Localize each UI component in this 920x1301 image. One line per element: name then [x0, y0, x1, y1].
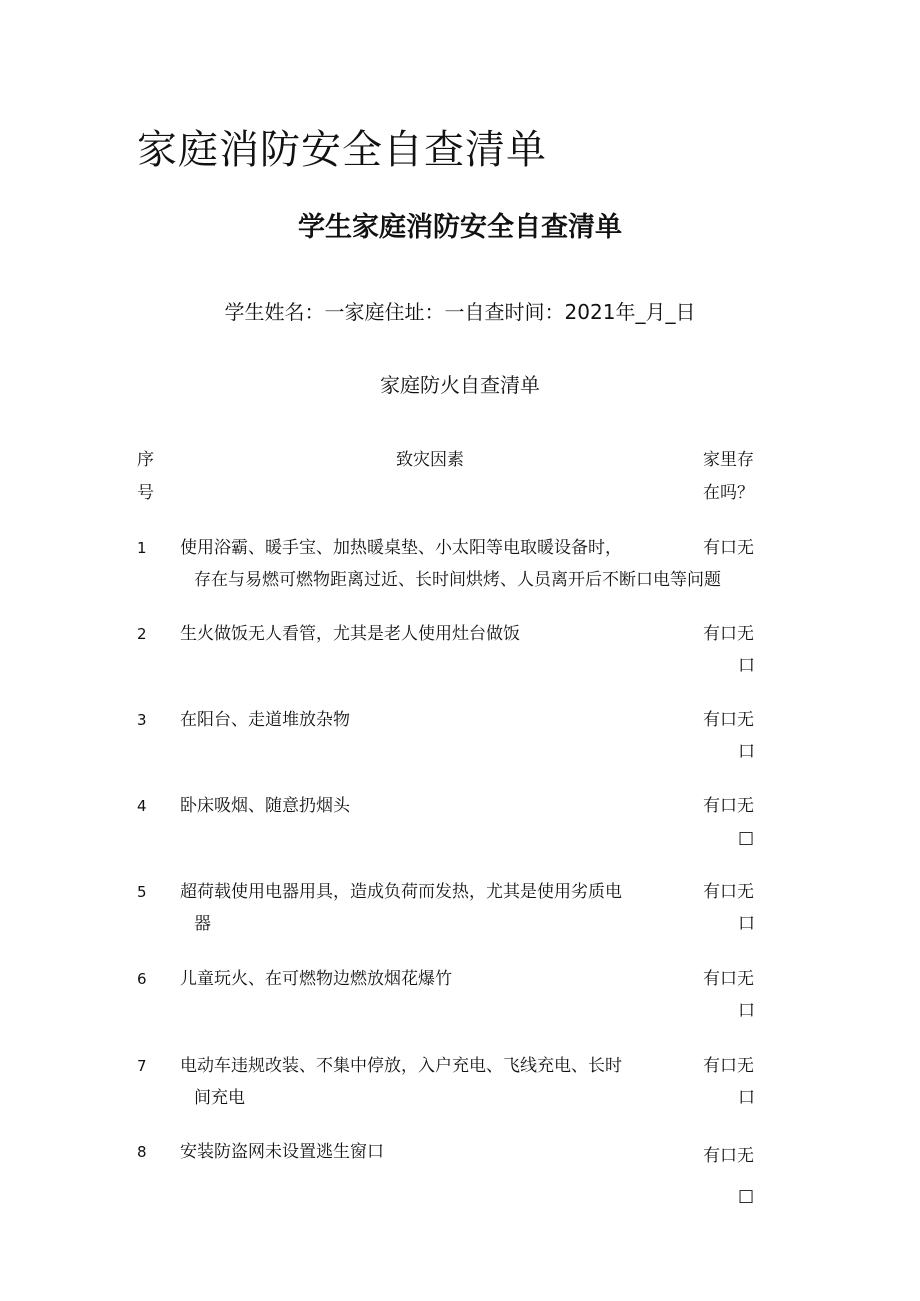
row-answer: [703, 1050, 765, 1114]
row-answer-checkbox[interactable]: □: [738, 1186, 755, 1206]
row-factor-text: [180, 790, 670, 822]
row-factor-line: 电动车违规改装、不集中停放，入户充电、飞线充电、长时: [180, 1056, 622, 1076]
row-factor-continuation: 间充电: [194, 1088, 245, 1108]
row-factor-line: 使用浴霸、暖手宝、加热暖桌垫、小太阳等电取暖设备时，: [180, 538, 622, 558]
row-number: 1: [137, 539, 147, 557]
row-number: 7: [137, 1057, 147, 1075]
row-factor-continuation: 器: [194, 914, 211, 934]
row-factor-text: [180, 1050, 670, 1114]
row-answer: [703, 532, 765, 564]
row-factor-line: 卧床吸烟、随意扔烟头: [180, 796, 350, 816]
row-number: 4: [137, 797, 147, 815]
row-number: 8: [137, 1143, 147, 1161]
column-header-answer-line2: 在吗？: [703, 483, 754, 503]
row-factor-line: 安装防盗网未设置逃生窗口: [180, 1142, 384, 1162]
row-answer-options[interactable]: 有口无: [703, 796, 754, 816]
row-factor-text: [180, 876, 670, 940]
row-answer: [703, 704, 765, 768]
page-title: 家庭消防安全自查清单: [137, 127, 547, 173]
column-header-number-line2: 号: [137, 483, 154, 503]
column-header-number: [137, 444, 161, 510]
row-number: 5: [137, 883, 147, 901]
row-answer-checkbox[interactable]: 口: [738, 1088, 755, 1108]
row-answer-options[interactable]: 有口无: [703, 1146, 754, 1166]
row-answer-options[interactable]: 有口无: [703, 710, 754, 730]
row-answer-options[interactable]: 有口无: [703, 969, 754, 989]
row-factor-line: 超荷载使用电器用具，造成负荷而发热，尤其是使用劣质电: [180, 882, 622, 902]
row-answer-checkbox[interactable]: 口: [738, 1001, 755, 1021]
row-answer: [703, 963, 765, 1027]
row-factor-text: [180, 618, 670, 650]
row-factor-text: [180, 532, 721, 596]
student-info-line: 学生姓名：一家庭住址：一自查时间：2021年_月_日: [224, 300, 696, 324]
row-answer-options[interactable]: 有口无: [703, 882, 754, 902]
row-answer-checkbox[interactable]: 口: [738, 656, 755, 676]
section-title: 家庭防火自查清单: [380, 373, 540, 397]
column-header-answer: [703, 444, 765, 510]
column-header-factor: 致灾因素: [396, 450, 464, 470]
row-factor-line: 生火做饭无人看管，尤其是老人使用灶台做饭: [180, 624, 520, 644]
row-factor-line: 在阳台、走道堆放杂物: [180, 710, 350, 730]
row-factor-line: 儿童玩火、在可燃物边燃放烟花爆竹: [180, 969, 452, 989]
row-answer-checkbox[interactable]: 口: [738, 914, 755, 934]
row-number: 2: [137, 625, 147, 643]
row-answer-options[interactable]: 有口无: [703, 538, 754, 558]
row-number: 3: [137, 711, 147, 729]
column-header-number-line1: 序: [137, 450, 154, 470]
row-number: 6: [137, 970, 147, 988]
row-answer: [703, 790, 765, 854]
row-answer: [703, 618, 765, 682]
row-answer-options[interactable]: 有口无: [703, 624, 754, 644]
row-answer-checkbox[interactable]: 口: [738, 742, 755, 762]
row-answer: [703, 876, 765, 940]
sub-title: 学生家庭消防安全自查清单: [298, 212, 622, 243]
row-factor-text: [180, 1136, 670, 1168]
column-header-answer-line1: 家里存: [703, 450, 754, 470]
row-factor-continuation: 存在与易燃可燃物距离过近、长时间烘烤、人员离开后不断口电等问题: [194, 570, 721, 590]
row-answer-checkbox[interactable]: □: [738, 828, 755, 848]
row-factor-text: [180, 963, 670, 995]
row-factor-text: [180, 704, 670, 736]
row-answer: [703, 1136, 765, 1216]
row-answer-options[interactable]: 有口无: [703, 1056, 754, 1076]
